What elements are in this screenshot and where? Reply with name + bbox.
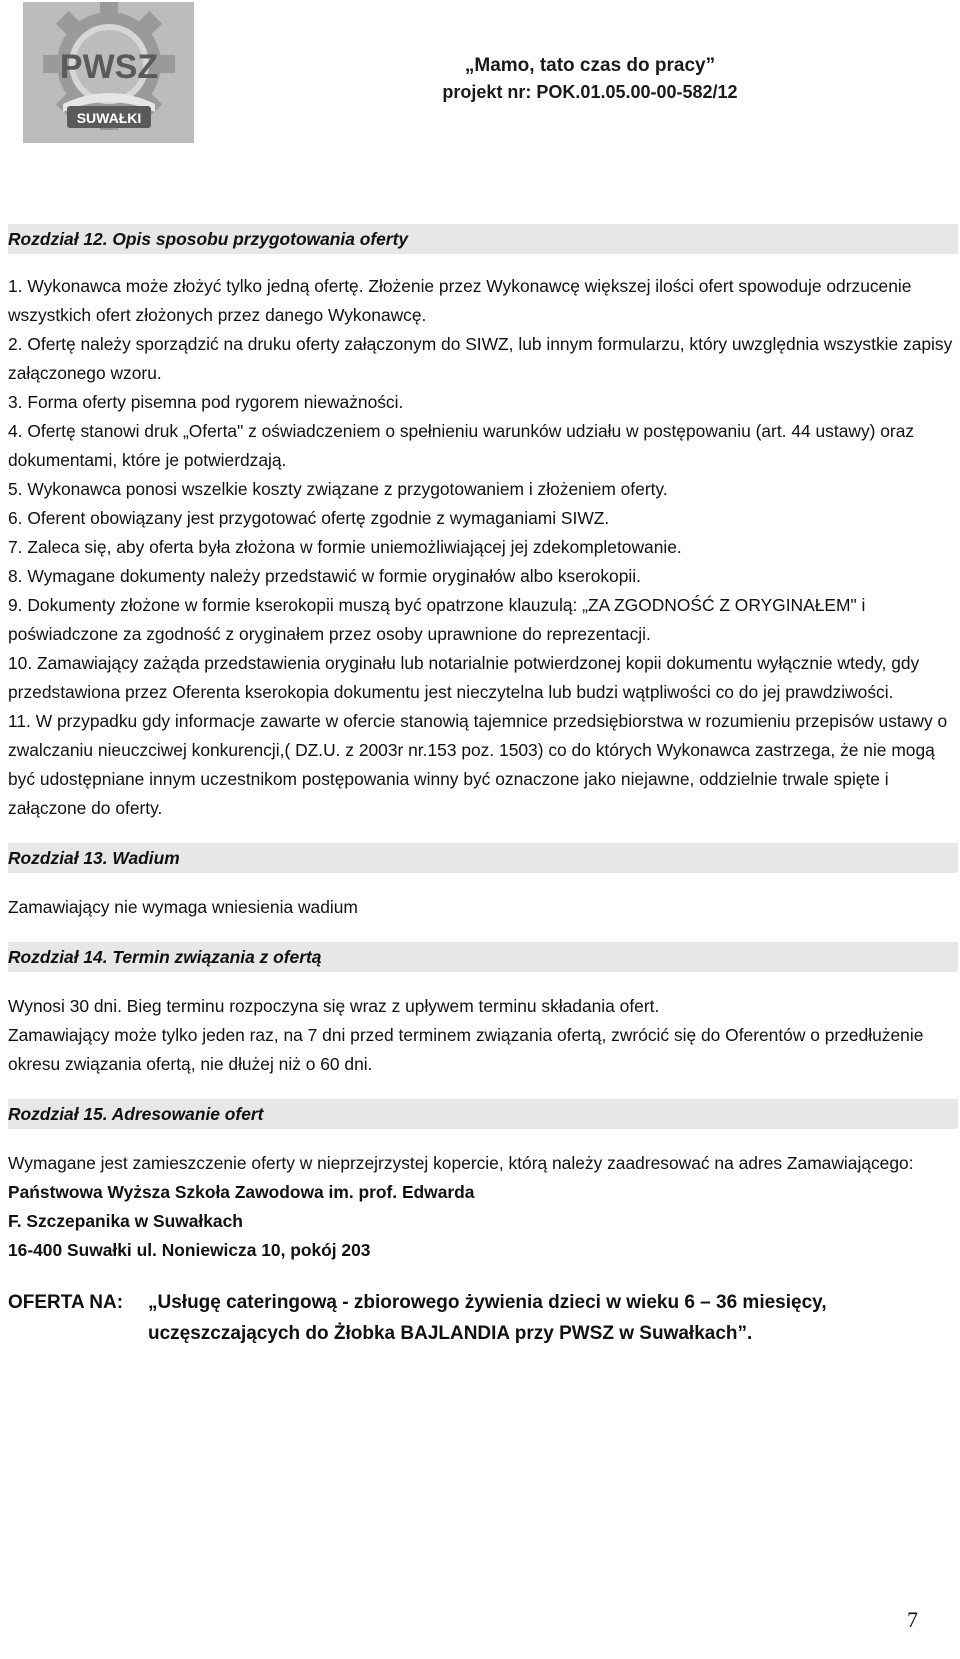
section-13-heading: Rozdział 13. Wadium (8, 843, 958, 873)
section-15-heading: Rozdział 15. Adresowanie ofert (8, 1099, 958, 1129)
logo-text: PWSZ (59, 48, 159, 86)
list-item: 5. Wykonawca ponosi wszelkie koszty związane z przygotowaniem i złożeniem oferty. (8, 479, 668, 499)
project-number: projekt nr: POK.01.05.00-00-582/12 (442, 82, 738, 102)
list-item: 8. Wymagane dokumenty należy przedstawić w formie oryginałów albo kserokopii. (8, 566, 641, 586)
document-content (8, 224, 958, 1349)
section-14-body (8, 992, 958, 1079)
section-12-list (8, 272, 958, 823)
pwsz-logo (23, 2, 194, 143)
list-item: 4. Ofertę stanowi druk „Oferta" z oświadczeniem o spełnieniu warunków udziału w postępowaniu (art. 44 ustawy) oraz dokumentami, które je potwierdzają. (8, 421, 915, 470)
section-12-heading: Rozdział 12. Opis sposobu przygotowania oferty (8, 224, 958, 254)
offer-block (8, 1287, 958, 1349)
list-item: 3. Forma oferty pisemna pod rygorem nieważności. (8, 392, 404, 412)
project-title: „Mamo, tato czas do pracy” (464, 55, 716, 76)
address-line-3: 16-400 Suwałki ul. Noniewicza 10, pokój 203 (8, 1240, 371, 1260)
list-item: 1. Wykonawca może złożyć tylko jedną ofertę. Złożenie przez Wykonawcę większej ilości ofert spowoduje odrzucenie wszystkich ofert złożonych przez danego Wykonawcę. (8, 276, 912, 325)
page-number: 7 (907, 1607, 918, 1632)
project-header (380, 52, 800, 106)
section-15-text: Wymagane jest zamieszczenie oferty w nieprzejrzystej kopercie, którą należy zaadresować na adres Zamawiającego: (8, 1153, 914, 1173)
section-14-text-2: Zamawiający może tylko jeden raz, na 7 dni przed terminem związania ofertą, zwrócić się do Oferentów o przedłużenie okresu związania ofertą, nie dłużej niż o 60 dni. (8, 1025, 924, 1074)
section-14-text-1: Wynosi 30 dni. Bieg terminu rozpoczyna się wraz z upływem terminu składania ofert. (8, 996, 660, 1016)
section-13-text: Zamawiający nie wymaga wniesienia wadium (8, 897, 358, 917)
list-item: 9. Dokumenty złożone w formie kserokopii muszą być opatrzone klauzulą: „ZA ZGODNOŚĆ Z ORYGINAŁEM" i poświadczone za zgodność z oryginałem przez osoby uprawnione do reprezentacji. (8, 595, 866, 644)
section-14-heading: Rozdział 14. Termin związania z ofertą (8, 942, 958, 972)
address-line-2: F. Szczepanika w Suwałkach (8, 1211, 243, 1231)
list-item: 6. Oferent obowiązany jest przygotować ofertę zgodnie z wymaganiami SIWZ. (8, 508, 610, 528)
offer-label: OFERTA NA: (8, 1292, 124, 1313)
list-item: 11. W przypadku gdy informacje zawarte w ofercie stanowią tajemnice przedsiębiorstwa w rozumieniu przepisów ustawy o zwalczaniu nieuczciwej konkurencji,( DZ.U. z 2003r nr.153 poz. 1503) co do których Wykonawca zastrzega, że nie mogą być udostępniane innym uczestnikom postępowania winny być oznaczone jako niejawne, oddzielnie trwale spięte i załączone do oferty. (8, 711, 948, 818)
address-line-1: Państwowa Wyższa Szkoła Zawodowa im. prof. Edwarda (8, 1182, 475, 1202)
list-item: 7. Zaleca się, aby oferta była złożona w formie uniemożliwiającej jej zdekompletowanie. (8, 537, 682, 557)
section-15-body (8, 1149, 958, 1265)
section-13-body (8, 893, 958, 922)
offer-text: „Usługę cateringową - zbiorowego żywienia dzieci w wieku 6 – 36 miesięcy, uczęszczających do Żłobka BAJLANDIA przy PWSZ w Suwałkach”. (148, 1292, 827, 1344)
list-item: 10. Zamawiający zażąda przedstawienia oryginału lub notarialnie potwierdzonej kopii dokumentu wyłącznie wtedy, gdy przedstawiona przez Oferenta kserokopia dokumentu jest nieczytelna lub budzi wątpliwości co do jej prawdziwości. (8, 653, 920, 702)
logo-subtext: SUWAŁKI (76, 110, 142, 126)
list-item: 2. Ofertę należy sporządzić na druku oferty załączonym do SIWZ, lub innym formularzu, który uwzględnia wszystkie zapisy załączonego wzoru. (8, 334, 953, 383)
